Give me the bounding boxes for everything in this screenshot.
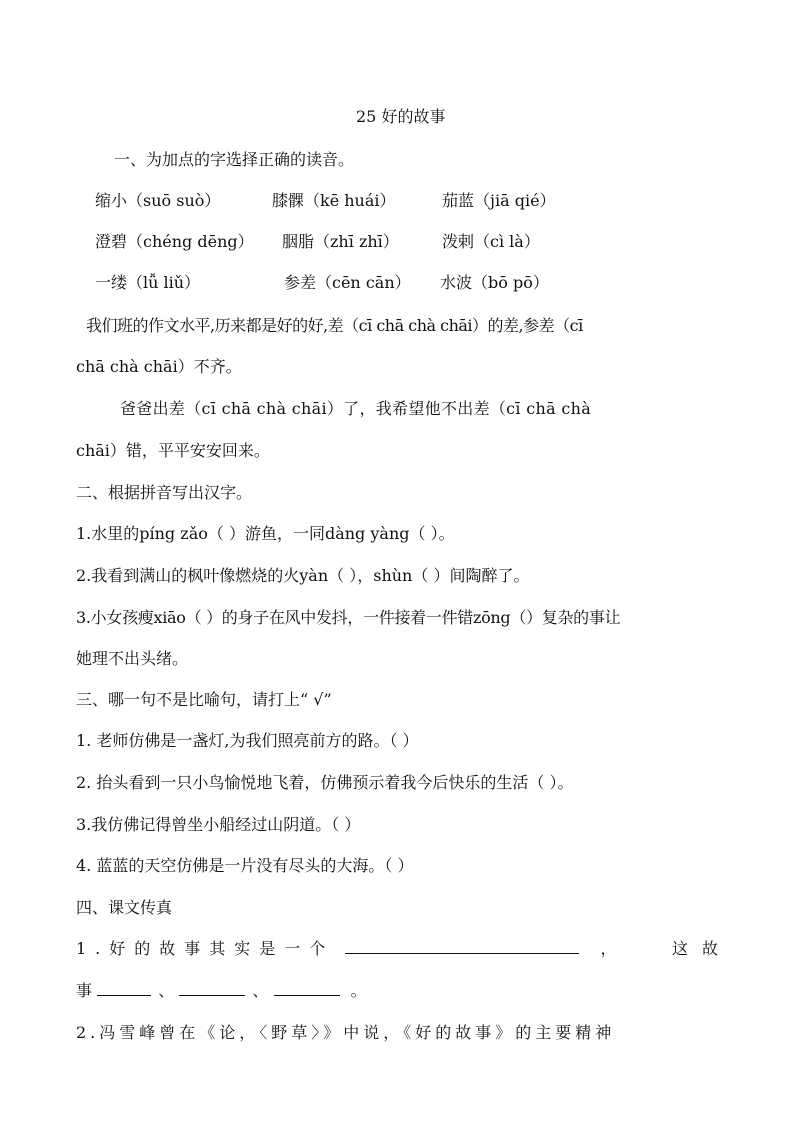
question-2-3-line-2: 她理不出头绪。 — [76, 649, 189, 668]
answer-blank — [274, 981, 340, 996]
section3-heading: 三、哪一句不是比喻句，请打上“ √” — [76, 690, 332, 709]
paragraph-2-line-1: 爸爸出差（cī chā chà chāi）了，我希望他不出差（cī chā chà — [120, 399, 592, 418]
word-item: 参差（cēn cān） — [284, 273, 411, 292]
question-3-3: 3.我仿佛记得曾坐小船经过山阴道。（ ） — [76, 815, 361, 834]
word-item: 水波（bō pō） — [440, 273, 549, 292]
answer-blank — [97, 981, 151, 996]
question-3-1: 1. 老师仿佛是一盏灯,为我们照亮前方的路。（ ） — [76, 731, 419, 750]
paragraph-1-line-2: chā chà chāi）不齐。 — [76, 357, 242, 376]
page-title: 25 好的故事 — [356, 107, 446, 126]
word-item: 膝髁（kē huái） — [272, 191, 396, 210]
word-item: 缩小（suō suò） — [95, 191, 221, 210]
period: 。 — [350, 981, 367, 1000]
question-4-1-prefix: 1.好的故事其实是一个 — [76, 939, 335, 958]
question-4-2-line-1: 2.冯雪峰曾在《论，〈野草〉》中说，《好的故事》的主要精神 — [76, 1023, 616, 1042]
question-4-1-line-1 — [76, 939, 732, 959]
answer-blank — [345, 939, 579, 954]
word-item: 茄蓝（jiā qié） — [442, 191, 556, 210]
section1-heading: 一、为加点的字选择正确的读音。 — [114, 150, 355, 169]
word-item: 一缕（lǚ liǔ） — [95, 273, 201, 292]
word-item: 澄碧（chéng dēng） — [95, 232, 254, 251]
separator: 、 — [252, 981, 269, 1000]
question-4-1-word: 事 — [76, 981, 93, 1000]
question-4-1-line-2 — [76, 981, 367, 1001]
word-item: 胭脂（zhī zhī） — [282, 232, 399, 251]
word-item: 泼剌（cì là） — [442, 232, 540, 251]
question-3-4: 4. 蓝蓝的天空仿佛是一片没有尽头的大海。（ ） — [76, 856, 414, 875]
question-4-1-tail: 这故 — [671, 939, 732, 958]
section4-heading: 四、课文传真 — [76, 898, 173, 917]
question-2-2: 2.我看到满山的枫叶像燃烧的火yàn（ ），shùn（ ）间陶醉了。 — [76, 566, 530, 585]
answer-blank — [179, 981, 245, 996]
question-2-1: 1.水里的píng zǎo（ ）游鱼，一同dàng yàng（ ）。 — [76, 524, 455, 543]
separator: 、 — [158, 981, 175, 1000]
question-3-2: 2. 抬头看到一只小鸟愉悦地飞着，仿佛预示着我今后快乐的生活（ ）。 — [76, 773, 574, 792]
section2-heading: 二、根据拼音写出汉字。 — [76, 483, 253, 502]
paragraph-1-line-1: 我们班的作文水平,历来都是好的好,差（cī chā chà chāi）的差,参差（cī — [86, 316, 583, 335]
paragraph-2-line-2: chāi）错，平平安安回来。 — [76, 441, 270, 460]
question-2-3-line-1: 3.小女孩瘦xiāo（ ）的身子在风中发抖，一件接着一件错zōng（）复杂的事让 — [76, 608, 621, 627]
question-4-1-comma: ， — [600, 939, 617, 958]
